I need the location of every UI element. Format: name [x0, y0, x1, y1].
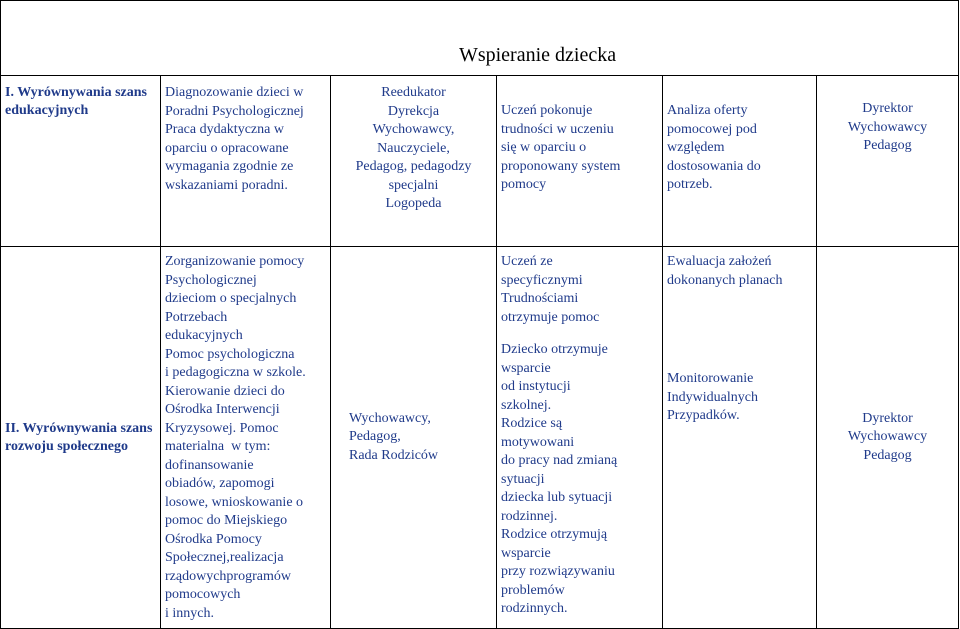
row-label: II. Wyrównywania szans rozwoju społecznego	[1, 247, 161, 629]
cell-actions: Zorganizowanie pomocy Psychologicznej dzieciom o specjalnych Potrzebach edukacyjnych Pomoc psychologiczna i pedagogiczna w szkole. Kierowanie dzieci do Ośrodka Interwencji Kryzysowej. Pomoc materialna w tym: dofinansowanie obiadów, zapomogi losowe, wnioskowanie o pomoc do Miejskiego Ośrodka Pomocy Społecznej,realizacja rządowychprogramów pomocowych i innych.	[161, 247, 331, 629]
table-title: Wspieranie dziecka	[1, 1, 959, 76]
cell-evaluation: Ewaluacja założeń dokonanych planach Monitorowanie Indywidualnych Przypadków.	[663, 247, 817, 629]
table-row	[1, 76, 959, 247]
cell-actions: Diagnozowanie dzieci w Poradni Psychologicznej Praca dydaktyczna w oparciu o opracowane wymagania zgodnie ze wskazaniami poradni.	[161, 76, 331, 247]
row-label: I. Wyrównywania szans edukacyjnych	[1, 76, 161, 247]
cell-evaluation: Analiza oferty pomocowej pod względem dostosowania do potrzeb.	[663, 76, 817, 247]
cell-effects: Uczeń pokonuje trudności w uczeniu się w oparciu o proponowany system pomocy	[497, 76, 663, 247]
table-row	[1, 247, 959, 629]
title-row	[1, 1, 959, 76]
cell-supervisors: Dyrektor Wychowawcy Pedagog	[817, 76, 959, 247]
cell-effects: Uczeń ze specyficznymi Trudnościami otrzymuje pomoc Dziecko otrzymuje wsparcie od instytucji szkolnej. Rodzice są motywowani do pracy nad zmianą sytuacji dziecka lub sytuacji rodzinnej. Rodzice otrzymują wsparcie przy rozwiązywaniu problemów rodzinnych.	[497, 247, 663, 629]
cell-responsible: Reedukator Dyrekcja Wychowawcy, Nauczyciele, Pedagog, pedagodzy specjalni Logopeda	[331, 76, 497, 247]
cell-responsible: Wychowawcy, Pedagog, Rada Rodziców	[331, 247, 497, 629]
cell-supervisors: Dyrektor Wychowawcy Pedagog	[817, 247, 959, 629]
